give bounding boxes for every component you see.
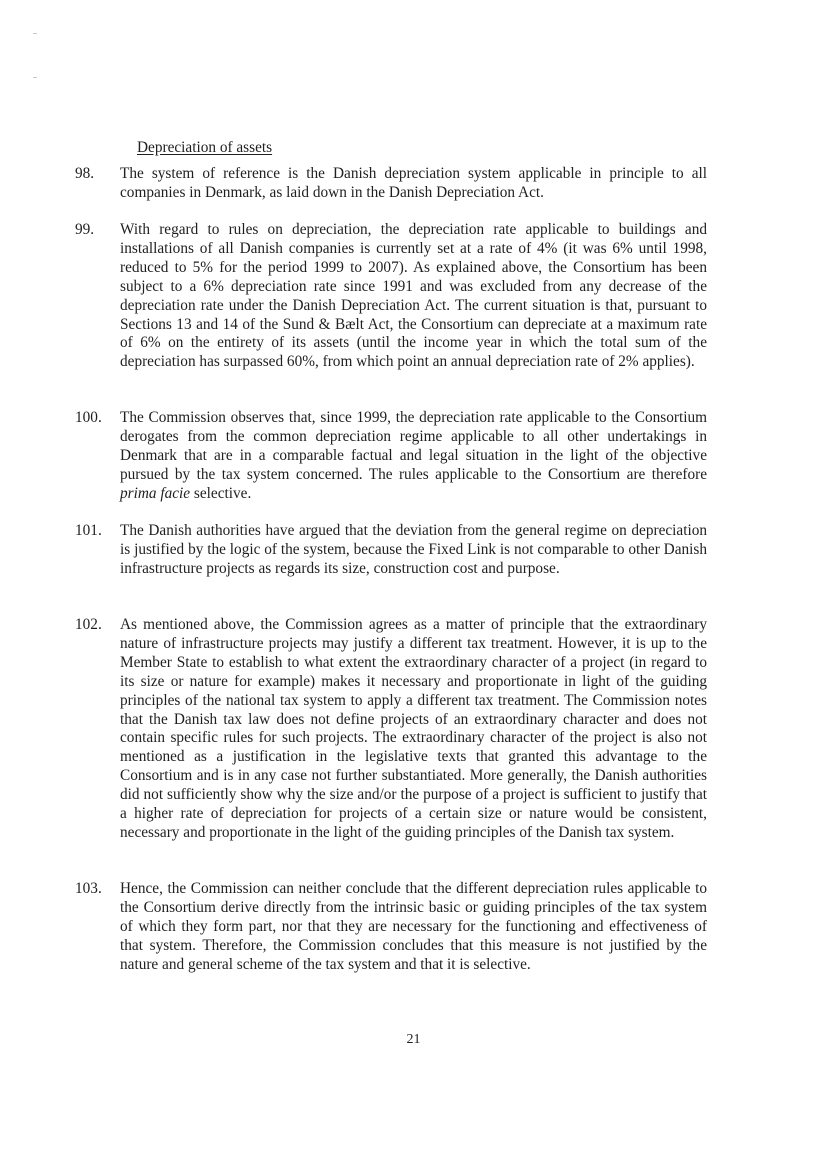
- paragraph-text-before: The Commission observes that, since 1999, the depreciation rate applicable to the Consortium derogates from the common depreciation regime applicable to all other undertakings in Denmark that are in a comparable factual and legal situation in the light of the objective pursued by the tax system concerned. The rules applicable to the Consortium are therefore: [120, 409, 707, 483]
- paragraph-number: 103.: [75, 880, 102, 897]
- paragraph-text: The Danish authorities have argued that the deviation from the general regime on depreciation is justified by the logic of the system, because the Fixed Link is not comparable to other Danish infrastructure projects as regards its size, construction cost and purpose.: [120, 522, 707, 577]
- paragraph-number: 99.: [75, 221, 95, 238]
- section-heading: Depreciation of assets: [137, 139, 273, 156]
- paragraph-text-after: selective.: [190, 484, 252, 502]
- paragraph-text: With regard to rules on depreciation, the depreciation rate applicable to buildings and installations of all Danish companies is currently set at a rate of 4% (it was 6% until 1998, reduced to 5% for the period 1999 to 2007). As explained above, the Consortium has been subject to a 6% depreciation rate since 1991 and was excluded from any decrease of the depreciation rate under the Danish Depreciation Act. The current situation is that, pursuant to Sections 13 and 14 of the Sund & Bælt Act, the Consortium can depreciate at a maximum rate of 6% on the entirety of its assets (until the income year in which the total sum of the depreciation has surpassed 60%, from which point an annual depreciation rate of 2% applies).: [120, 221, 707, 371]
- paragraph-text: The system of reference is the Danish depreciation system applicable in principle to all companies in Denmark, as laid down in the Danish Depreciation Act.: [120, 165, 707, 201]
- scan-mark: [33, 77, 37, 78]
- paragraph-number: 101.: [75, 522, 102, 539]
- paragraph-text: Hence, the Commission can neither conclude that the different depreciation rules applicable to the Consortium derive directly from the intrinsic basic or guiding principles of the tax system of which they form part, nor that they are necessary for the functioning and effectiveness of that system. Therefore, the Commission concludes that this measure is not justified by the nature and general scheme of the tax system and that it is selective.: [120, 880, 707, 973]
- paragraph-text: [120, 409, 707, 504]
- paragraph-text-italic: prima facie: [120, 484, 191, 502]
- paragraph-number: 102.: [75, 616, 102, 633]
- scan-mark: [33, 33, 37, 34]
- page-number: 21: [406, 1032, 421, 1047]
- paragraph-number: 98.: [75, 165, 95, 182]
- paragraph-number: 100.: [75, 409, 102, 426]
- paragraph-text: As mentioned above, the Commission agrees as a matter of principle that the extraordinary nature of infrastructure projects may justify a different tax treatment. However, it is up to the Member State to establish to what extent the extraordinary character of a project (in regard to its size or nature for example) makes it necessary and proportionate in light of the guiding principles of the national tax system to apply a different tax treatment. The Commission notes that the Danish tax law does not define projects of an extraordinary character and does not contain specific rules for such projects. The extraordinary character of the project is also not mentioned as a justification in the legislative texts that granted this advantage to the Consortium and is in any case not further substantiated. More generally, the Danish authorities did not sufficiently show why the size and/or the purpose of a project is sufficient to justify that a higher rate of depreciation for projects of a certain size or nature would be consistent, necessary and proportionate in the light of the guiding principles of the Danish tax system.: [120, 616, 707, 841]
